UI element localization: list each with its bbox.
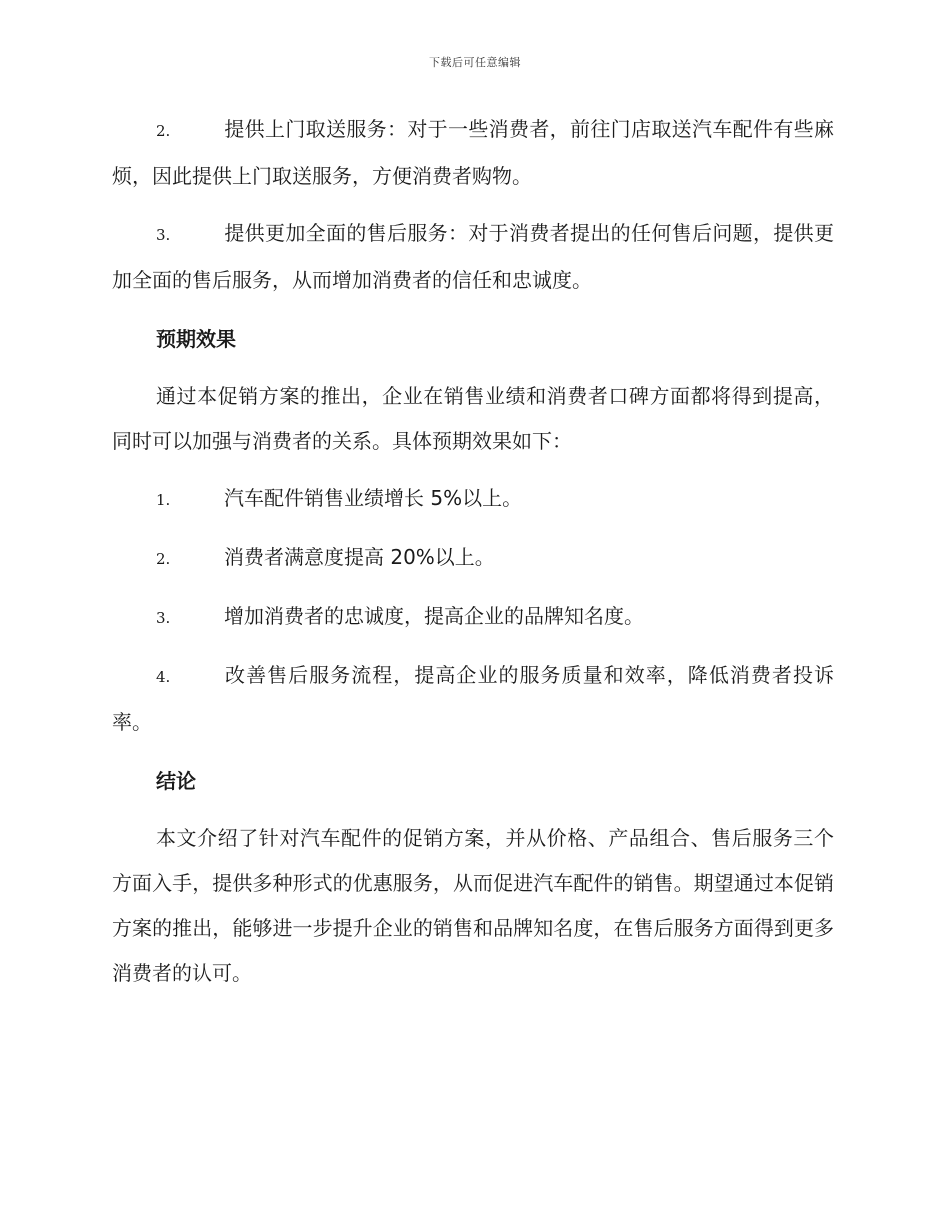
list-item: [112, 535, 834, 582]
list-item-number: 2.: [156, 550, 171, 568]
list-item: [112, 594, 834, 641]
list-item: [112, 211, 834, 303]
list-item-text: 汽车配件销售业绩增长 5%以上。: [224, 486, 523, 510]
list-item-text: 消费者满意度提高 20%以上。: [224, 545, 495, 569]
list-item-number: 4.: [156, 668, 171, 686]
list-item-text: 提供更加全面的售后服务：对于消费者提出的任何售后问题，提供更加全面的售后服务，从而增加消费者的信任和忠诚度。: [112, 221, 834, 292]
list-item: [112, 107, 834, 199]
list-item-number: 1.: [156, 491, 171, 509]
expected-intro-paragraph: 通过本促销方案的推出，企业在销售业绩和消费者口碑方面都将得到提高，同时可以加强与消费者的关系。具体预期效果如下：: [112, 384, 834, 453]
list-item-number: 2.: [156, 122, 171, 140]
list-item-text: 提供上门取送服务：对于一些消费者，前往门店取送汽车配件有些麻烦，因此提供上门取送服务，方便消费者购物。: [112, 117, 834, 188]
list-item-number: 3.: [156, 609, 171, 627]
conclusion-paragraph: 本文介绍了针对汽车配件的促销方案，并从价格、产品组合、售后服务三个方面入手，提供多种形式的优惠服务，从而促进汽车配件的销售。期望通过本促销方案的推出，能够进一步提升企业的销售和品牌知名度，在售后服务方面得到更多消费者的认可。: [112, 826, 834, 985]
list-item-text: 改善售后服务流程，提高企业的服务质量和效率，降低消费者投诉率。: [112, 663, 834, 734]
document-body: [112, 107, 834, 996]
page-header-note: 下载后可任意编辑: [429, 56, 521, 69]
section-heading-expected: 预期效果: [156, 327, 236, 351]
list-item-number: 3.: [156, 226, 171, 244]
section-heading-conclusion: 结论: [156, 769, 196, 793]
list-item-text: 增加消费者的忠诚度，提高企业的品牌知名度。: [224, 604, 644, 628]
list-item: [112, 476, 834, 523]
list-item: [112, 653, 834, 745]
